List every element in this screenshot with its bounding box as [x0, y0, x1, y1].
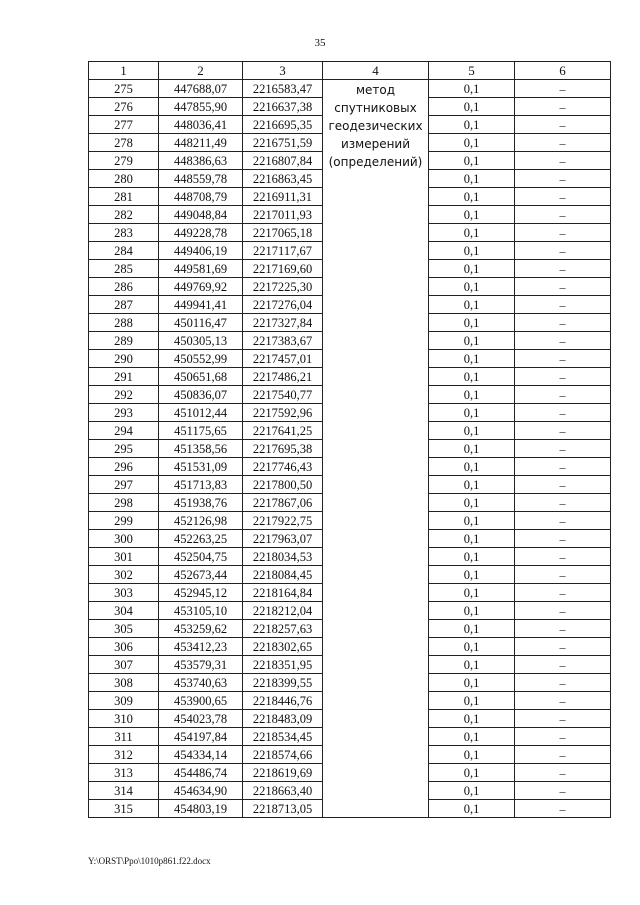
x-coordinate-cell: 452263,25 — [159, 530, 243, 548]
point-number-cell: 312 — [89, 746, 159, 764]
x-coordinate-cell: 448708,79 — [159, 188, 243, 206]
note-cell: – — [515, 422, 611, 440]
x-coordinate-cell: 449769,92 — [159, 278, 243, 296]
x-coordinate-cell: 450116,47 — [159, 314, 243, 332]
accuracy-cell: 0,1 — [429, 170, 515, 188]
header-col-5: 5 — [429, 62, 515, 80]
coordinates-table — [88, 61, 611, 818]
note-cell: – — [515, 260, 611, 278]
y-coordinate-cell: 2217117,67 — [243, 242, 323, 260]
point-number-cell: 315 — [89, 800, 159, 818]
accuracy-cell: 0,1 — [429, 692, 515, 710]
y-coordinate-cell: 2217327,84 — [243, 314, 323, 332]
point-number-cell: 288 — [89, 314, 159, 332]
y-coordinate-cell: 2217922,75 — [243, 512, 323, 530]
y-coordinate-cell: 2217169,60 — [243, 260, 323, 278]
y-coordinate-cell: 2218302,65 — [243, 638, 323, 656]
x-coordinate-cell: 450836,07 — [159, 386, 243, 404]
x-coordinate-cell: 453259,62 — [159, 620, 243, 638]
table-row — [89, 80, 611, 98]
y-coordinate-cell: 2218483,09 — [243, 710, 323, 728]
note-cell: – — [515, 584, 611, 602]
y-coordinate-cell: 2218619,69 — [243, 764, 323, 782]
note-cell: – — [515, 440, 611, 458]
accuracy-cell: 0,1 — [429, 728, 515, 746]
point-number-cell: 296 — [89, 458, 159, 476]
accuracy-cell: 0,1 — [429, 296, 515, 314]
y-coordinate-cell: 2218446,76 — [243, 692, 323, 710]
point-number-cell: 297 — [89, 476, 159, 494]
point-number-cell: 290 — [89, 350, 159, 368]
point-number-cell: 307 — [89, 656, 159, 674]
x-coordinate-cell: 453579,31 — [159, 656, 243, 674]
note-cell: – — [515, 278, 611, 296]
y-coordinate-cell: 2217486,21 — [243, 368, 323, 386]
y-coordinate-cell: 2217065,18 — [243, 224, 323, 242]
accuracy-cell: 0,1 — [429, 800, 515, 818]
note-cell: – — [515, 656, 611, 674]
point-number-cell: 294 — [89, 422, 159, 440]
accuracy-cell: 0,1 — [429, 620, 515, 638]
x-coordinate-cell: 448211,49 — [159, 134, 243, 152]
note-cell: – — [515, 350, 611, 368]
accuracy-cell: 0,1 — [429, 782, 515, 800]
point-number-cell: 306 — [89, 638, 159, 656]
accuracy-cell: 0,1 — [429, 206, 515, 224]
y-coordinate-cell: 2218084,45 — [243, 566, 323, 584]
note-cell: – — [515, 332, 611, 350]
x-coordinate-cell: 452504,75 — [159, 548, 243, 566]
y-coordinate-cell: 2217011,93 — [243, 206, 323, 224]
note-cell: – — [515, 404, 611, 422]
x-coordinate-cell: 451358,56 — [159, 440, 243, 458]
x-coordinate-cell: 449406,19 — [159, 242, 243, 260]
point-number-cell: 311 — [89, 728, 159, 746]
note-cell: – — [515, 224, 611, 242]
y-coordinate-cell: 2216695,35 — [243, 116, 323, 134]
header-col-3: 3 — [243, 62, 323, 80]
x-coordinate-cell: 449228,78 — [159, 224, 243, 242]
note-cell: – — [515, 116, 611, 134]
point-number-cell: 291 — [89, 368, 159, 386]
accuracy-cell: 0,1 — [429, 368, 515, 386]
footer-file-path: Y:\ORST\Ppo\1010p861.f22.docx — [88, 856, 211, 866]
note-cell: – — [515, 476, 611, 494]
y-coordinate-cell: 2216807,84 — [243, 152, 323, 170]
point-number-cell: 300 — [89, 530, 159, 548]
y-coordinate-cell: 2218164,84 — [243, 584, 323, 602]
note-cell: – — [515, 242, 611, 260]
note-cell: – — [515, 746, 611, 764]
note-cell: – — [515, 602, 611, 620]
y-coordinate-cell: 2218257,63 — [243, 620, 323, 638]
x-coordinate-cell: 450305,13 — [159, 332, 243, 350]
x-coordinate-cell: 453412,23 — [159, 638, 243, 656]
point-number-cell: 309 — [89, 692, 159, 710]
x-coordinate-cell: 448036,41 — [159, 116, 243, 134]
point-number-cell: 284 — [89, 242, 159, 260]
y-coordinate-cell: 2216637,38 — [243, 98, 323, 116]
y-coordinate-cell: 2216911,31 — [243, 188, 323, 206]
y-coordinate-cell: 2217592,96 — [243, 404, 323, 422]
x-coordinate-cell: 452945,12 — [159, 584, 243, 602]
note-cell: – — [515, 206, 611, 224]
method-line: спутниковых — [334, 101, 417, 115]
x-coordinate-cell: 449048,84 — [159, 206, 243, 224]
point-number-cell: 285 — [89, 260, 159, 278]
x-coordinate-cell: 454486,74 — [159, 764, 243, 782]
note-cell: – — [515, 134, 611, 152]
point-number-cell: 295 — [89, 440, 159, 458]
x-coordinate-cell: 453740,63 — [159, 674, 243, 692]
method-line: геодезических — [328, 119, 423, 133]
accuracy-cell: 0,1 — [429, 152, 515, 170]
y-coordinate-cell: 2218534,45 — [243, 728, 323, 746]
y-coordinate-cell: 2217225,30 — [243, 278, 323, 296]
y-coordinate-cell: 2218399,55 — [243, 674, 323, 692]
point-number-cell: 279 — [89, 152, 159, 170]
note-cell: – — [515, 782, 611, 800]
x-coordinate-cell: 451012,44 — [159, 404, 243, 422]
point-number-cell: 298 — [89, 494, 159, 512]
point-number-cell: 287 — [89, 296, 159, 314]
accuracy-cell: 0,1 — [429, 98, 515, 116]
note-cell: – — [515, 296, 611, 314]
accuracy-cell: 0,1 — [429, 188, 515, 206]
point-number-cell: 281 — [89, 188, 159, 206]
note-cell: – — [515, 692, 611, 710]
point-number-cell: 280 — [89, 170, 159, 188]
y-coordinate-cell: 2218351,95 — [243, 656, 323, 674]
note-cell: – — [515, 494, 611, 512]
x-coordinate-cell: 451531,09 — [159, 458, 243, 476]
accuracy-cell: 0,1 — [429, 350, 515, 368]
note-cell: – — [515, 674, 611, 692]
y-coordinate-cell: 2218034,53 — [243, 548, 323, 566]
y-coordinate-cell: 2217641,25 — [243, 422, 323, 440]
y-coordinate-cell: 2217457,01 — [243, 350, 323, 368]
page-number: 35 — [314, 37, 326, 49]
accuracy-cell: 0,1 — [429, 224, 515, 242]
point-number-cell: 277 — [89, 116, 159, 134]
accuracy-cell: 0,1 — [429, 584, 515, 602]
table-body — [89, 80, 611, 818]
accuracy-cell: 0,1 — [429, 530, 515, 548]
accuracy-cell: 0,1 — [429, 440, 515, 458]
accuracy-cell: 0,1 — [429, 332, 515, 350]
accuracy-cell: 0,1 — [429, 458, 515, 476]
point-number-cell: 282 — [89, 206, 159, 224]
note-cell: – — [515, 728, 611, 746]
accuracy-cell: 0,1 — [429, 746, 515, 764]
point-number-cell: 289 — [89, 332, 159, 350]
note-cell: – — [515, 710, 611, 728]
point-number-cell: 286 — [89, 278, 159, 296]
y-coordinate-cell: 2216583,47 — [243, 80, 323, 98]
y-coordinate-cell: 2218212,04 — [243, 602, 323, 620]
method-cell — [323, 80, 429, 818]
note-cell: – — [515, 530, 611, 548]
point-number-cell: 303 — [89, 584, 159, 602]
x-coordinate-cell: 451938,76 — [159, 494, 243, 512]
header-col-6: 6 — [515, 62, 611, 80]
accuracy-cell: 0,1 — [429, 314, 515, 332]
note-cell: – — [515, 620, 611, 638]
header-col-2: 2 — [159, 62, 243, 80]
point-number-cell: 283 — [89, 224, 159, 242]
point-number-cell: 299 — [89, 512, 159, 530]
y-coordinate-cell: 2217695,38 — [243, 440, 323, 458]
method-line: измерений — [340, 137, 411, 151]
note-cell: – — [515, 368, 611, 386]
y-coordinate-cell: 2218713,05 — [243, 800, 323, 818]
x-coordinate-cell: 450651,68 — [159, 368, 243, 386]
accuracy-cell: 0,1 — [429, 116, 515, 134]
header-col-1: 1 — [89, 62, 159, 80]
accuracy-cell: 0,1 — [429, 674, 515, 692]
note-cell: – — [515, 566, 611, 584]
y-coordinate-cell: 2217867,06 — [243, 494, 323, 512]
method-line: метод — [355, 83, 396, 97]
point-number-cell: 276 — [89, 98, 159, 116]
x-coordinate-cell: 451175,65 — [159, 422, 243, 440]
x-coordinate-cell: 453900,65 — [159, 692, 243, 710]
point-number-cell: 308 — [89, 674, 159, 692]
note-cell: – — [515, 458, 611, 476]
y-coordinate-cell: 2217800,50 — [243, 476, 323, 494]
x-coordinate-cell: 453105,10 — [159, 602, 243, 620]
accuracy-cell: 0,1 — [429, 134, 515, 152]
accuracy-cell: 0,1 — [429, 548, 515, 566]
x-coordinate-cell: 447688,07 — [159, 80, 243, 98]
accuracy-cell: 0,1 — [429, 278, 515, 296]
method-line: (определений) — [328, 155, 423, 169]
x-coordinate-cell: 452126,98 — [159, 512, 243, 530]
point-number-cell: 275 — [89, 80, 159, 98]
note-cell: – — [515, 98, 611, 116]
point-number-cell: 302 — [89, 566, 159, 584]
accuracy-cell: 0,1 — [429, 494, 515, 512]
note-cell: – — [515, 638, 611, 656]
accuracy-cell: 0,1 — [429, 710, 515, 728]
y-coordinate-cell: 2216751,59 — [243, 134, 323, 152]
y-coordinate-cell: 2217383,67 — [243, 332, 323, 350]
x-coordinate-cell: 449941,41 — [159, 296, 243, 314]
header-col-4: 4 — [323, 62, 429, 80]
note-cell: – — [515, 170, 611, 188]
accuracy-cell: 0,1 — [429, 656, 515, 674]
x-coordinate-cell: 454634,90 — [159, 782, 243, 800]
table-header-row — [89, 62, 611, 80]
accuracy-cell: 0,1 — [429, 242, 515, 260]
point-number-cell: 313 — [89, 764, 159, 782]
point-number-cell: 278 — [89, 134, 159, 152]
accuracy-cell: 0,1 — [429, 638, 515, 656]
note-cell: – — [515, 188, 611, 206]
point-number-cell: 305 — [89, 620, 159, 638]
accuracy-cell: 0,1 — [429, 80, 515, 98]
note-cell: – — [515, 386, 611, 404]
x-coordinate-cell: 448559,78 — [159, 170, 243, 188]
accuracy-cell: 0,1 — [429, 512, 515, 530]
point-number-cell: 293 — [89, 404, 159, 422]
accuracy-cell: 0,1 — [429, 476, 515, 494]
accuracy-cell: 0,1 — [429, 764, 515, 782]
x-coordinate-cell: 448386,63 — [159, 152, 243, 170]
y-coordinate-cell: 2217540,77 — [243, 386, 323, 404]
note-cell: – — [515, 152, 611, 170]
note-cell: – — [515, 548, 611, 566]
accuracy-cell: 0,1 — [429, 404, 515, 422]
point-number-cell: 310 — [89, 710, 159, 728]
note-cell: – — [515, 314, 611, 332]
y-coordinate-cell: 2217963,07 — [243, 530, 323, 548]
y-coordinate-cell: 2218663,40 — [243, 782, 323, 800]
x-coordinate-cell: 452673,44 — [159, 566, 243, 584]
point-number-cell: 301 — [89, 548, 159, 566]
note-cell: – — [515, 800, 611, 818]
y-coordinate-cell: 2218574,66 — [243, 746, 323, 764]
x-coordinate-cell: 449581,69 — [159, 260, 243, 278]
note-cell: – — [515, 80, 611, 98]
accuracy-cell: 0,1 — [429, 260, 515, 278]
x-coordinate-cell: 451713,83 — [159, 476, 243, 494]
accuracy-cell: 0,1 — [429, 386, 515, 404]
y-coordinate-cell: 2217276,04 — [243, 296, 323, 314]
point-number-cell: 304 — [89, 602, 159, 620]
y-coordinate-cell: 2216863,45 — [243, 170, 323, 188]
accuracy-cell: 0,1 — [429, 422, 515, 440]
x-coordinate-cell: 454334,14 — [159, 746, 243, 764]
accuracy-cell: 0,1 — [429, 566, 515, 584]
point-number-cell: 314 — [89, 782, 159, 800]
point-number-cell: 292 — [89, 386, 159, 404]
x-coordinate-cell: 454803,19 — [159, 800, 243, 818]
y-coordinate-cell: 2217746,43 — [243, 458, 323, 476]
x-coordinate-cell: 447855,90 — [159, 98, 243, 116]
x-coordinate-cell: 450552,99 — [159, 350, 243, 368]
x-coordinate-cell: 454023,78 — [159, 710, 243, 728]
note-cell: – — [515, 512, 611, 530]
x-coordinate-cell: 454197,84 — [159, 728, 243, 746]
note-cell: – — [515, 764, 611, 782]
accuracy-cell: 0,1 — [429, 602, 515, 620]
